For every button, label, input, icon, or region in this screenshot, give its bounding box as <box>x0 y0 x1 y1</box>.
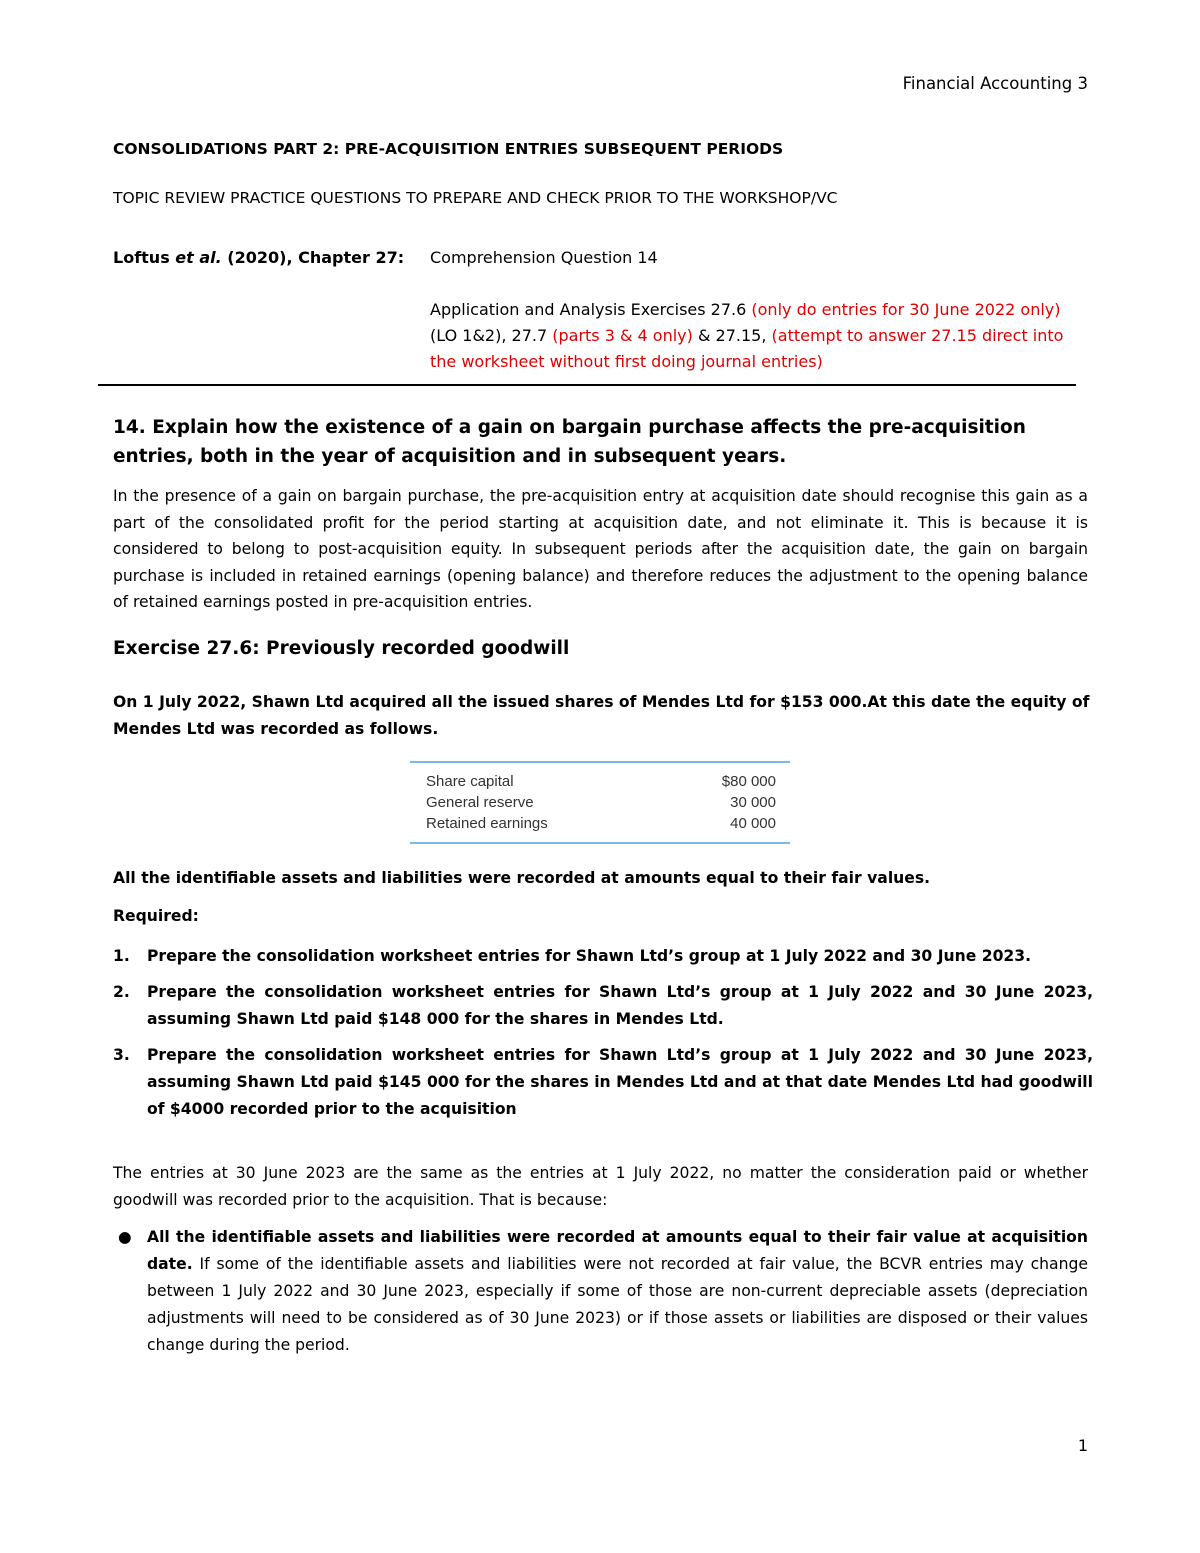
running-header: Financial Accounting 3 <box>902 74 1088 93</box>
app-note-2: (parts 3 & 4 only) <box>552 326 693 345</box>
required-number: 1. <box>113 947 130 965</box>
answer-bullet <box>113 1224 1088 1359</box>
fair-values-statement: All the identifiable assets and liabilities were recorded at amounts equal to their fair values. <box>113 869 931 887</box>
document-title: CONSOLIDATIONS PART 2: PRE-ACQUISITION ENTRIES SUBSEQUENT PERIODS <box>113 140 784 158</box>
equity-value: 30 000 <box>730 794 776 811</box>
bullet-icon: ● <box>118 1228 132 1246</box>
bullet-text: If some of the identifiable assets and liabilities were not recorded at fair value, the BCVR entries may change between 1 July 2022 and 30 June 2023, especially if some of those are non-current depreciable assets (depreciation adjustments will need to be considered as of 30 June 2023) or if those assets or liabilities are disposed or their values change during the period. <box>147 1255 1088 1354</box>
reference-comprehension: Comprehension Question 14 <box>430 248 658 267</box>
document-subtitle: TOPIC REVIEW PRACTICE QUESTIONS TO PREPARE AND CHECK PRIOR TO THE WORKSHOP/VC <box>113 189 838 207</box>
app-text-2: (LO 1&2), 27.7 <box>430 326 553 345</box>
required-text: Prepare the consolidation worksheet entries for Shawn Ltd’s group at 1 July 2022 and 30 June 2023, assuming Shawn Ltd paid $148 000 for the shares in Mendes Ltd. <box>147 983 1093 1028</box>
app-note-1: (only do entries for 30 June 2022 only) <box>751 300 1061 319</box>
equity-row <box>410 794 790 815</box>
equity-value: 40 000 <box>730 815 776 832</box>
page-number: 1 <box>1077 1436 1088 1455</box>
section-divider <box>98 384 1076 386</box>
required-number: 3. <box>113 1046 130 1064</box>
reference-etal: et al. <box>175 248 222 267</box>
app-note-3: (attempt to answer 27.15 direct into the worksheet without first doing journal entries) <box>430 326 1064 371</box>
reference-author: Loftus <box>113 248 176 267</box>
question-14: 14. Explain how the existence of a gain on bargain purchase affects the pre-acquisition entries, both in the year of acquisition and in subsequent years. <box>113 417 1026 467</box>
equity-label: General reserve <box>426 794 534 811</box>
required-text: Prepare the consolidation worksheet entries for Shawn Ltd’s group at 1 July 2022 and 30 June 2023, assuming Shawn Ltd paid $145 000 for the shares in Mendes Ltd and at that date Mendes Ltd had goodwill of $4000 recorded prior to the acquisition <box>147 1046 1093 1118</box>
reference-chapter: (2020), Chapter 27: <box>221 248 405 267</box>
required-list <box>113 943 1093 1132</box>
required-item <box>113 1042 1093 1123</box>
equity-label: Share capital <box>426 773 514 790</box>
exercise-title: Exercise 27.6: Previously recorded goodwill <box>113 638 570 659</box>
required-label: Required: <box>113 907 199 925</box>
equity-table <box>410 761 790 844</box>
reference-label <box>113 248 404 267</box>
required-item <box>113 979 1093 1033</box>
required-text: Prepare the consolidation worksheet entries for Shawn Ltd’s group at 1 July 2022 and 30 June 2023. <box>147 947 1032 965</box>
reference-application <box>430 297 1080 375</box>
equity-label: Retained earnings <box>426 815 548 832</box>
exercise-intro: On 1 July 2022, Shawn Ltd acquired all the issued shares of Mendes Ltd for $153 000.At this date the equity of Mendes Ltd was recorded as follows. <box>113 693 1090 738</box>
required-item <box>113 943 1093 970</box>
bullet-bold-text: All the identifiable assets and liabilities were recorded at amounts equal to their fair value at acquisition date. <box>147 1228 1088 1273</box>
required-number: 2. <box>113 983 130 1001</box>
equity-row <box>410 815 790 836</box>
answer-14: In the presence of a gain on bargain purchase, the pre-acquisition entry at acquisition date should recognise this gain as a part of the consolidated profit for the period starting at acquisition date, and not eliminate it. This is because it is considered to belong to post-acquisition equity. In subsequent periods after the acquisition date, the gain on bargain purchase is included in retained earnings (opening balance) and therefore reduces the adjustment to the opening balance of retained earnings posted in pre-acquisition entries. <box>113 487 1088 611</box>
app-text-3: & 27.15, <box>692 326 772 345</box>
answer-intro: The entries at 30 June 2023 are the same as the entries at 1 July 2022, no matter the consideration paid or whether goodwill was recorded prior to the acquisition. That is because: <box>113 1164 1088 1209</box>
app-text-1: Application and Analysis Exercises 27.6 <box>430 300 752 319</box>
equity-value: $80 000 <box>721 773 776 790</box>
equity-row <box>410 773 790 794</box>
